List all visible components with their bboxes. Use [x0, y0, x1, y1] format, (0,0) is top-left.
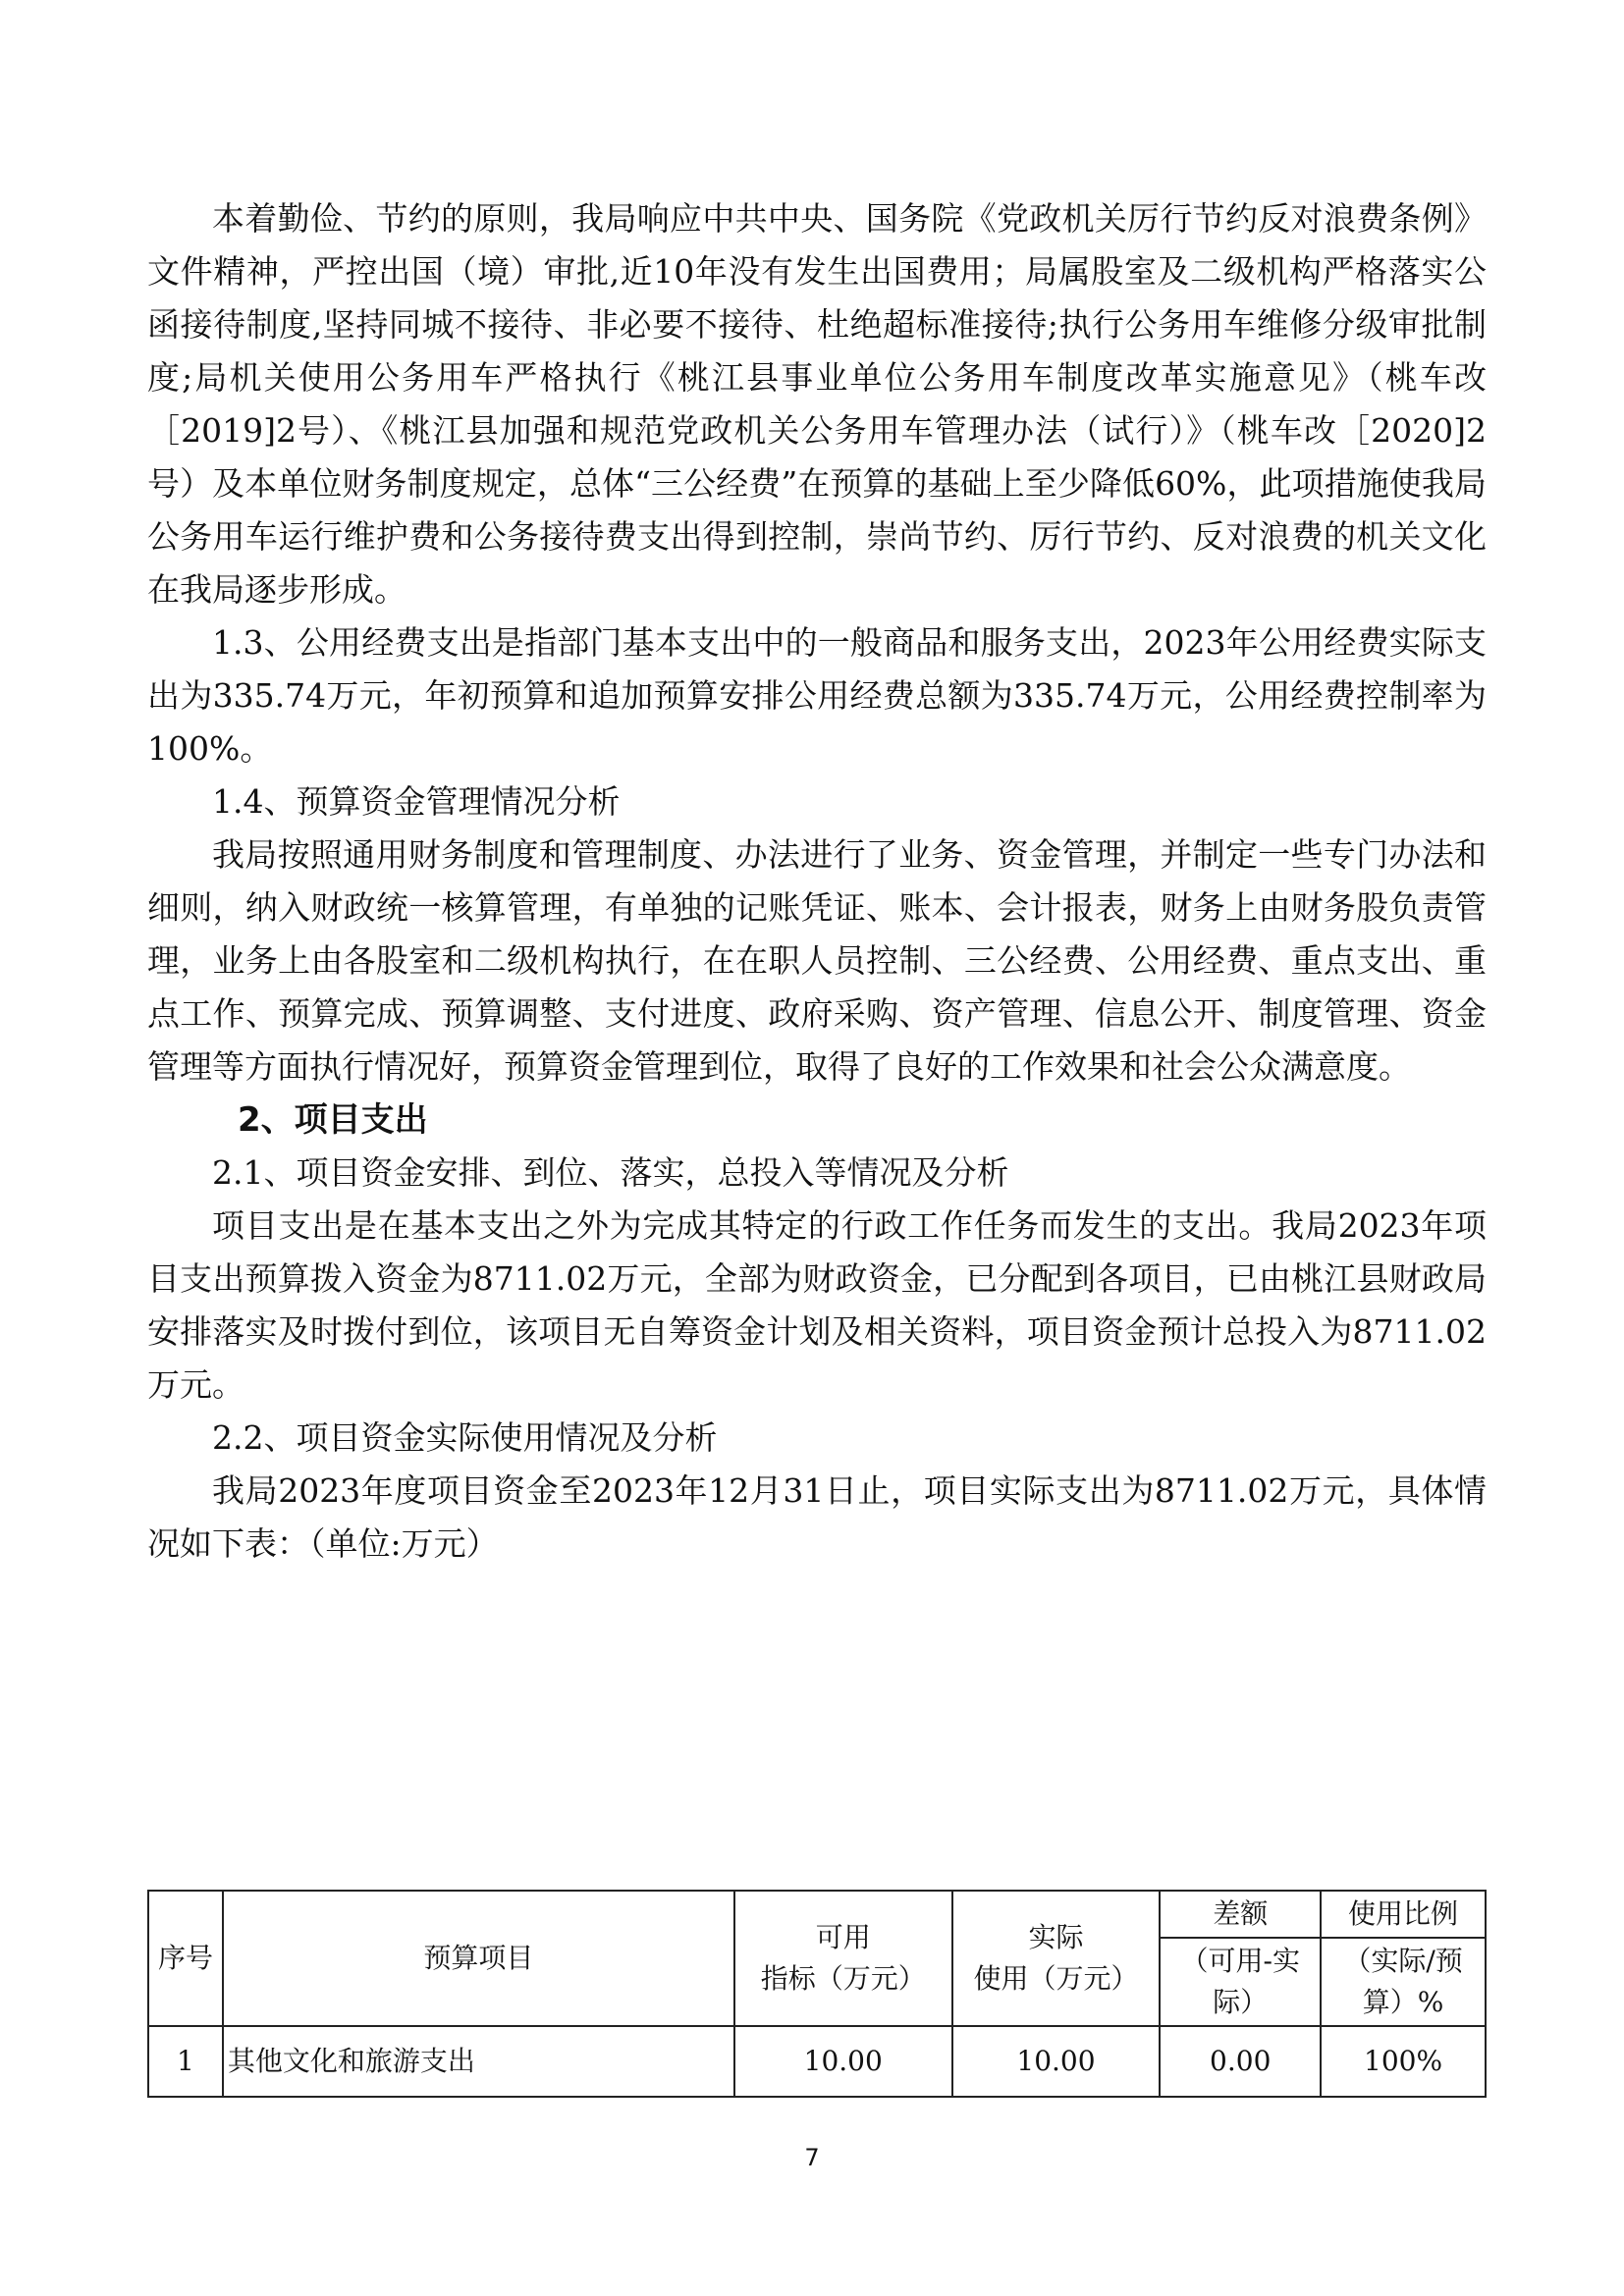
paragraph-actual-use-title: 2.2、项目资金实际使用情况及分析 [212, 1418, 718, 1457]
document-body [147, 192, 1487, 1571]
header-seq: 序号 [148, 1891, 223, 2026]
cell-seq: 1 [148, 2026, 223, 2097]
page-number: 7 [804, 2144, 820, 2171]
section-heading-project-expenditure: 2、项目支出 [238, 1100, 428, 1140]
header-ratio-top: 使用比例 [1321, 1891, 1486, 1938]
cell-diff: 0.00 [1160, 2026, 1321, 2097]
paragraph-project-funds: 项目支出是在基本支出之外为完成其特定的行政工作任务而发生的支出。我局2023年项目支出预算拨入资金为8711.02万元，全部为财政资金，已分配到各项目，已由桃江县财政局安排落实及时拨付到位，该项目无自筹资金计划及相关资料，项目资金预计总投入为8711.02万元。 [147, 1206, 1487, 1404]
paragraph-budget-mgmt-title: 1.4、预算资金管理情况分析 [212, 782, 621, 821]
paragraph-budget-mgmt: 我局按照通用财务制度和管理制度、办法进行了业务、资金管理，并制定一些专门办法和细则，纳入财政统一核算管理，有单独的记账凭证、账本、会计报表，财务上由财务股负责管理，业务上由各股室和二级机构执行，在在职人员控制、三公经费、公用经费、重点支出、重点工作、预算完成、预算调整、支付进度、政府采购、资产管理、信息公开、制度管理、资金管理等方面执行情况好，预算资金管理到位，取得了良好的工作效果和社会公众满意度。 [147, 835, 1487, 1086]
header-actual: 实际 使用（万元） [952, 1891, 1161, 2026]
cell-actual: 10.00 [952, 2026, 1161, 2097]
table-header-row [148, 1891, 1486, 1938]
cell-item: 其他文化和旅游支出 [223, 2026, 734, 2097]
paragraph-public-funds: 1.3、公用经费支出是指部门基本支出中的一般商品和服务支出，2023年公用经费实际支出为335.74万元，年初预算和追加预算安排公用经费总额为335.74万元，公用经费控制率为100%。 [147, 623, 1487, 768]
table-row [148, 2026, 1486, 2097]
budget-table [147, 1890, 1487, 2098]
header-diff-top: 差额 [1160, 1891, 1321, 1938]
paragraph-austerity: 本着勤俭、节约的原则，我局响应中共中央、国务院《党政机关厉行节约反对浪费条例》文件精神，严控出国（境）审批,近10年没有发生出国费用；局属股室及二级机构严格落实公函接待制度,坚持同城不接待、非必要不接待、杜绝超标准接待;执行公务用车维修分级审批制度;局机关使用公务用车严格执行《桃江县事业单位公务用车制度改革实施意见》（桃车改［2019]2号）、《桃江县加强和规范党政机关公务用车管理办法（试行）》（桃车改［2020]2号）及本单位财务制度规定，总体“三公经费”在预算的基础上至少降低60%，此项措施使我局公务用车运行维护费和公务接待费支出得到控制，崇尚节约、厉行节约、反对浪费的机关文化在我局逐步形成。 [147, 199, 1487, 609]
header-available: 可用 指标（万元） [734, 1891, 952, 2026]
cell-ratio: 100% [1321, 2026, 1486, 2097]
paragraph-actual-use: 我局2023年度项目资金至2023年12月31日止，项目实际支出为8711.02万元，具体情况如下表：（单位:万元） [147, 1471, 1487, 1563]
paragraph-project-funds-title: 2.1、项目资金安排、到位、落实，总投入等情况及分析 [212, 1153, 1009, 1192]
header-ratio-bottom: （实际/预算）% [1321, 1938, 1486, 2026]
header-diff-bottom: （可用-实际） [1160, 1938, 1321, 2026]
header-item: 预算项目 [223, 1891, 734, 2026]
cell-available: 10.00 [734, 2026, 952, 2097]
